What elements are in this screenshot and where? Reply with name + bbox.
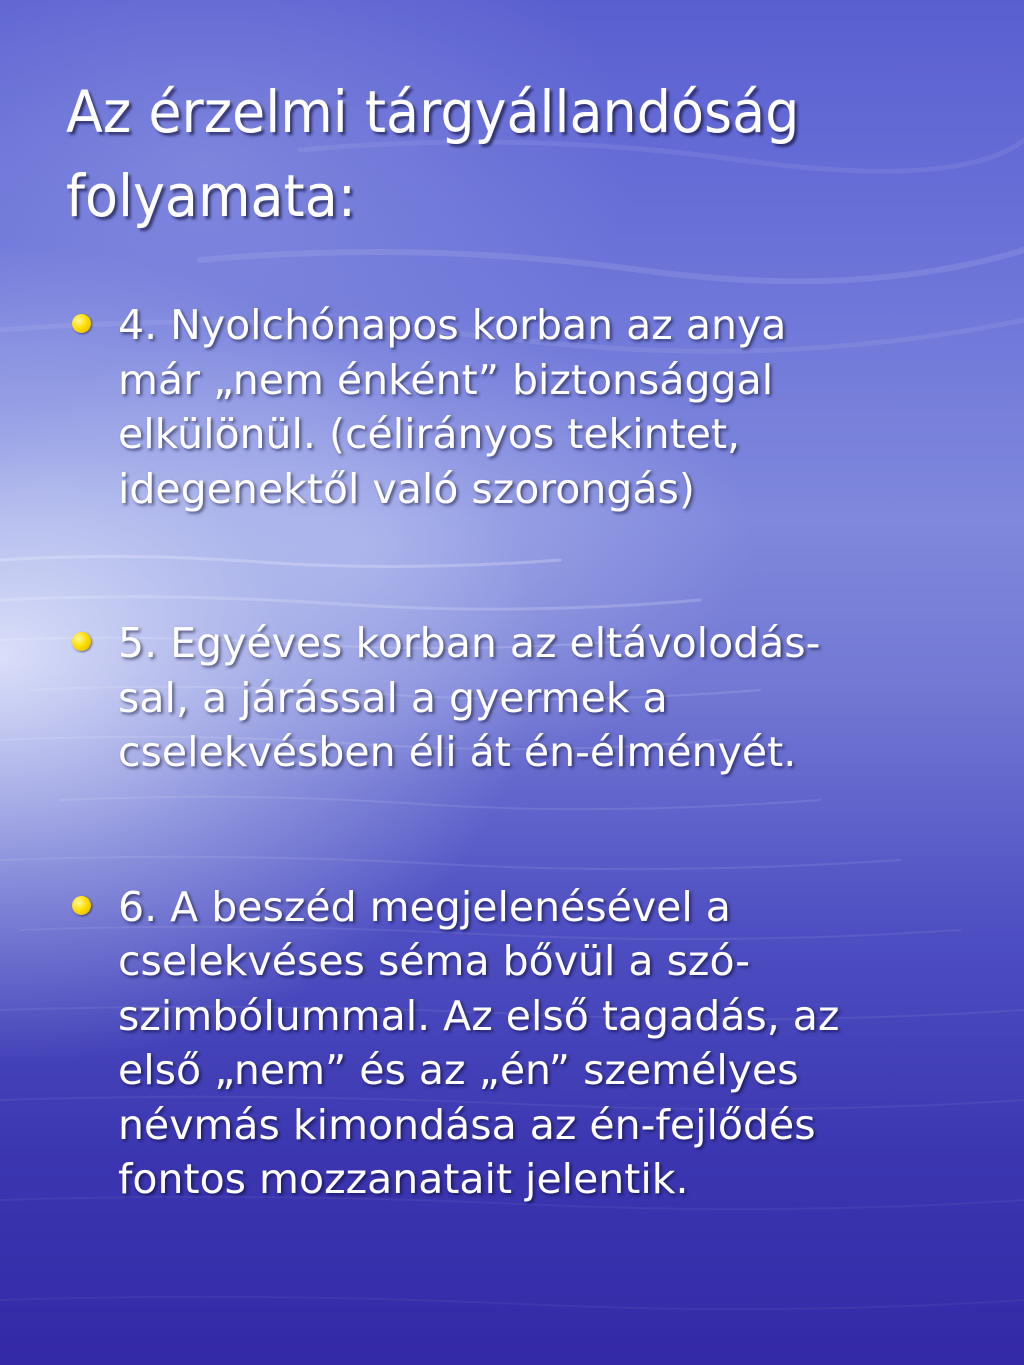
- bullet-item-1-line-1: 4. Nyolchónapos korban az anya: [118, 301, 787, 349]
- bullet-item-2: [66, 616, 946, 780]
- slide-title-line-1: Az érzelmi tárgyállandóság: [66, 78, 800, 146]
- bullet-item-2-line-2: sal, a járással a gyermek a: [118, 673, 668, 722]
- bullet-item-3-line-2: cselekvéses séma bővül a szó-: [118, 937, 751, 985]
- bullet-item-1-line-3: elkülönül. (célirányos tekintet,: [118, 410, 741, 458]
- bullet-item-1: [66, 298, 946, 516]
- bullet-item-2-line-3: cselekvésben éli át én-élményét.: [118, 728, 797, 776]
- bullet-item-3-line-5: névmás kimondása az én-fejlődés: [118, 1100, 816, 1149]
- bullet-item-1-line-2: már „nem énként” biztonsággal: [118, 355, 774, 404]
- yellow-dot-bullet-icon: [72, 896, 91, 915]
- bullet-item-3-line-4: első „nem” és az „én” személyes: [118, 1046, 799, 1094]
- bullet-item-3-line-3: szimbólummal. Az első tagadás, az: [118, 991, 840, 1040]
- bullet-item-2-line-1: 5. Egyéves korban az eltávolodás-: [118, 619, 821, 667]
- yellow-dot-bullet-icon: [72, 314, 91, 333]
- bullet-item-1-line-4: idegenektől való szorongás): [118, 464, 695, 513]
- yellow-dot-bullet-icon: [72, 632, 91, 651]
- slide-title: [66, 70, 922, 238]
- bullet-list: [66, 298, 946, 1307]
- bullet-item-3: [66, 880, 946, 1207]
- bullet-item-3-line-6: fontos mozzanatait jelentik.: [118, 1155, 689, 1203]
- slide-title-line-2: folyamata:: [66, 162, 356, 230]
- bullet-item-3-line-1: 6. A beszéd megjelenésével a: [118, 882, 731, 931]
